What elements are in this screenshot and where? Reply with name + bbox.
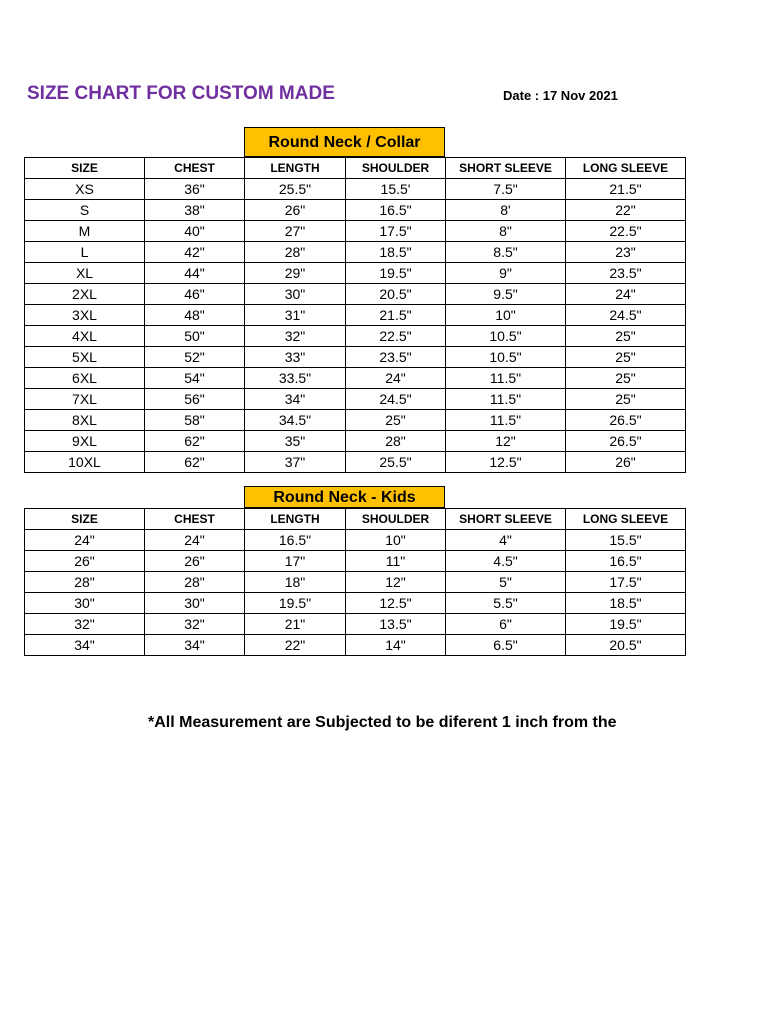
table-cell: 8.5" [446, 242, 566, 263]
table-cell: 32" [245, 326, 346, 347]
table-cell: 4XL [25, 326, 145, 347]
table-cell: 31" [245, 305, 346, 326]
table-cell: 23.5" [566, 263, 686, 284]
table-cell: 22" [566, 200, 686, 221]
table-row [25, 284, 686, 305]
table-cell: 21" [245, 614, 346, 635]
table-body-kids [25, 530, 686, 656]
table-cell: 25" [566, 389, 686, 410]
column-header: SHOULDER [346, 158, 446, 179]
table-cell: 34" [25, 635, 145, 656]
table-cell: 10" [346, 530, 446, 551]
table-cell: 10.5" [446, 347, 566, 368]
table-row [25, 326, 686, 347]
table-cell: 16.5" [346, 200, 446, 221]
table-cell: 62" [145, 452, 245, 473]
table-cell: XL [25, 263, 145, 284]
section-header-kids: Round Neck - Kids [244, 486, 445, 508]
table-cell: 54" [145, 368, 245, 389]
table-cell: S [25, 200, 145, 221]
table-cell: 46" [145, 284, 245, 305]
table-cell: 26.5" [566, 431, 686, 452]
table-cell: 24.5" [566, 305, 686, 326]
table-cell: 21.5" [566, 179, 686, 200]
column-header: CHEST [145, 158, 245, 179]
table-cell: 24.5" [346, 389, 446, 410]
table-cell: 9.5" [446, 284, 566, 305]
table-cell: 7.5" [446, 179, 566, 200]
table-header-kids [25, 509, 686, 530]
table-cell: 19.5" [566, 614, 686, 635]
table-cell: 37" [245, 452, 346, 473]
table-row [25, 305, 686, 326]
table-cell: 10XL [25, 452, 145, 473]
table-cell: 28" [25, 572, 145, 593]
table-cell: 11.5" [446, 389, 566, 410]
table-cell: 23.5" [346, 347, 446, 368]
table-cell: 25" [566, 326, 686, 347]
table-cell: 28" [346, 431, 446, 452]
table-cell: 16.5" [566, 551, 686, 572]
table-row [25, 551, 686, 572]
table-cell: 18.5" [566, 593, 686, 614]
header-row [25, 158, 686, 179]
table-cell: 19.5" [346, 263, 446, 284]
table-row [25, 593, 686, 614]
table-cell: 10.5" [446, 326, 566, 347]
table-cell: 11.5" [446, 368, 566, 389]
table-cell: 22.5" [346, 326, 446, 347]
table-cell: 38" [145, 200, 245, 221]
table-cell: 27" [245, 221, 346, 242]
column-header: SHORT SLEEVE [446, 509, 566, 530]
table-cell: 26" [566, 452, 686, 473]
column-header: SHOULDER [346, 509, 446, 530]
table-row [25, 347, 686, 368]
column-header: LENGTH [245, 509, 346, 530]
table-cell: L [25, 242, 145, 263]
table-cell: 30" [245, 284, 346, 305]
table-cell: 44" [145, 263, 245, 284]
table-cell: 23" [566, 242, 686, 263]
table-cell: 12" [346, 572, 446, 593]
table-cell: 26" [145, 551, 245, 572]
table-cell: 34" [245, 389, 346, 410]
table-cell: 24" [346, 368, 446, 389]
table-cell: 26" [245, 200, 346, 221]
table-cell: 22.5" [566, 221, 686, 242]
table-cell: 15.5' [346, 179, 446, 200]
table-cell: 16.5" [245, 530, 346, 551]
table-cell: 17.5" [346, 221, 446, 242]
date-label: Date : 17 Nov 2021 [503, 88, 618, 103]
table-cell: 20.5" [566, 635, 686, 656]
table-row [25, 530, 686, 551]
table-cell: 9" [446, 263, 566, 284]
column-header: LONG SLEEVE [566, 158, 686, 179]
table-cell: 34" [145, 635, 245, 656]
table-cell: 40" [145, 221, 245, 242]
table-cell: 48" [145, 305, 245, 326]
table-cell: 19.5" [245, 593, 346, 614]
table-cell: 3XL [25, 305, 145, 326]
table-cell: 8XL [25, 410, 145, 431]
table-cell: XS [25, 179, 145, 200]
size-table-kids [24, 508, 686, 656]
table-cell: 2XL [25, 284, 145, 305]
size-table-collar [24, 157, 686, 473]
page-title: SIZE CHART FOR CUSTOM MADE [27, 83, 335, 104]
table-cell: 25.5" [245, 179, 346, 200]
table-header-collar [25, 158, 686, 179]
table-cell: 35" [245, 431, 346, 452]
table-row [25, 389, 686, 410]
column-header: CHEST [145, 509, 245, 530]
table-cell: 12" [446, 431, 566, 452]
table-cell: 8' [446, 200, 566, 221]
table-cell: 10" [446, 305, 566, 326]
table-cell: 13.5" [346, 614, 446, 635]
table-cell: 33" [245, 347, 346, 368]
table-cell: 56" [145, 389, 245, 410]
table-row [25, 263, 686, 284]
table-cell: 25" [346, 410, 446, 431]
table-cell: 11" [346, 551, 446, 572]
column-header: SHORT SLEEVE [446, 158, 566, 179]
table-cell: 6XL [25, 368, 145, 389]
table-row [25, 635, 686, 656]
table-cell: 12.5" [446, 452, 566, 473]
table-cell: 11.5" [446, 410, 566, 431]
table-row [25, 221, 686, 242]
table-cell: 32" [25, 614, 145, 635]
table-cell: 29" [245, 263, 346, 284]
footnote: *All Measurement are Subjected to be diferent 1 inch from the [148, 714, 617, 731]
column-header: LENGTH [245, 158, 346, 179]
table-cell: 24" [566, 284, 686, 305]
table-row [25, 410, 686, 431]
table-cell: 17" [245, 551, 346, 572]
table-cell: 24" [25, 530, 145, 551]
table-cell: 17.5" [566, 572, 686, 593]
table-cell: 18" [245, 572, 346, 593]
table-body-collar [25, 179, 686, 473]
table-cell: 42" [145, 242, 245, 263]
table-cell: 50" [145, 326, 245, 347]
table-row [25, 452, 686, 473]
table-cell: 52" [145, 347, 245, 368]
table-cell: 12.5" [346, 593, 446, 614]
table-cell: 24" [145, 530, 245, 551]
table-cell: 25" [566, 368, 686, 389]
table-row [25, 572, 686, 593]
table-cell: 25.5" [346, 452, 446, 473]
table-cell: 4" [446, 530, 566, 551]
table-cell: 15.5" [566, 530, 686, 551]
table-cell: 14" [346, 635, 446, 656]
table-cell: 26.5" [566, 410, 686, 431]
table-cell: 9XL [25, 431, 145, 452]
table-cell: 33.5" [245, 368, 346, 389]
table-cell: 5XL [25, 347, 145, 368]
column-header: SIZE [25, 158, 145, 179]
table-cell: 62" [145, 431, 245, 452]
table-cell: 28" [245, 242, 346, 263]
table-cell: 7XL [25, 389, 145, 410]
table-cell: 5" [446, 572, 566, 593]
table-cell: 32" [145, 614, 245, 635]
table-cell: 8" [446, 221, 566, 242]
table-cell: 25" [566, 347, 686, 368]
table-cell: 4.5" [446, 551, 566, 572]
table-cell: 20.5" [346, 284, 446, 305]
table-row [25, 614, 686, 635]
column-header: LONG SLEEVE [566, 509, 686, 530]
table-cell: M [25, 221, 145, 242]
table-cell: 18.5" [346, 242, 446, 263]
table-row [25, 431, 686, 452]
table-row [25, 179, 686, 200]
table-cell: 6" [446, 614, 566, 635]
table-row [25, 242, 686, 263]
table-cell: 6.5" [446, 635, 566, 656]
table-cell: 30" [145, 593, 245, 614]
table-row [25, 200, 686, 221]
table-cell: 36" [145, 179, 245, 200]
table-cell: 34.5" [245, 410, 346, 431]
header-row [25, 509, 686, 530]
table-cell: 22" [245, 635, 346, 656]
table-row [25, 368, 686, 389]
column-header: SIZE [25, 509, 145, 530]
table-cell: 5.5" [446, 593, 566, 614]
table-cell: 26" [25, 551, 145, 572]
section-header-collar: Round Neck / Collar [244, 127, 445, 157]
table-cell: 28" [145, 572, 245, 593]
table-cell: 58" [145, 410, 245, 431]
table-cell: 30" [25, 593, 145, 614]
table-cell: 21.5" [346, 305, 446, 326]
